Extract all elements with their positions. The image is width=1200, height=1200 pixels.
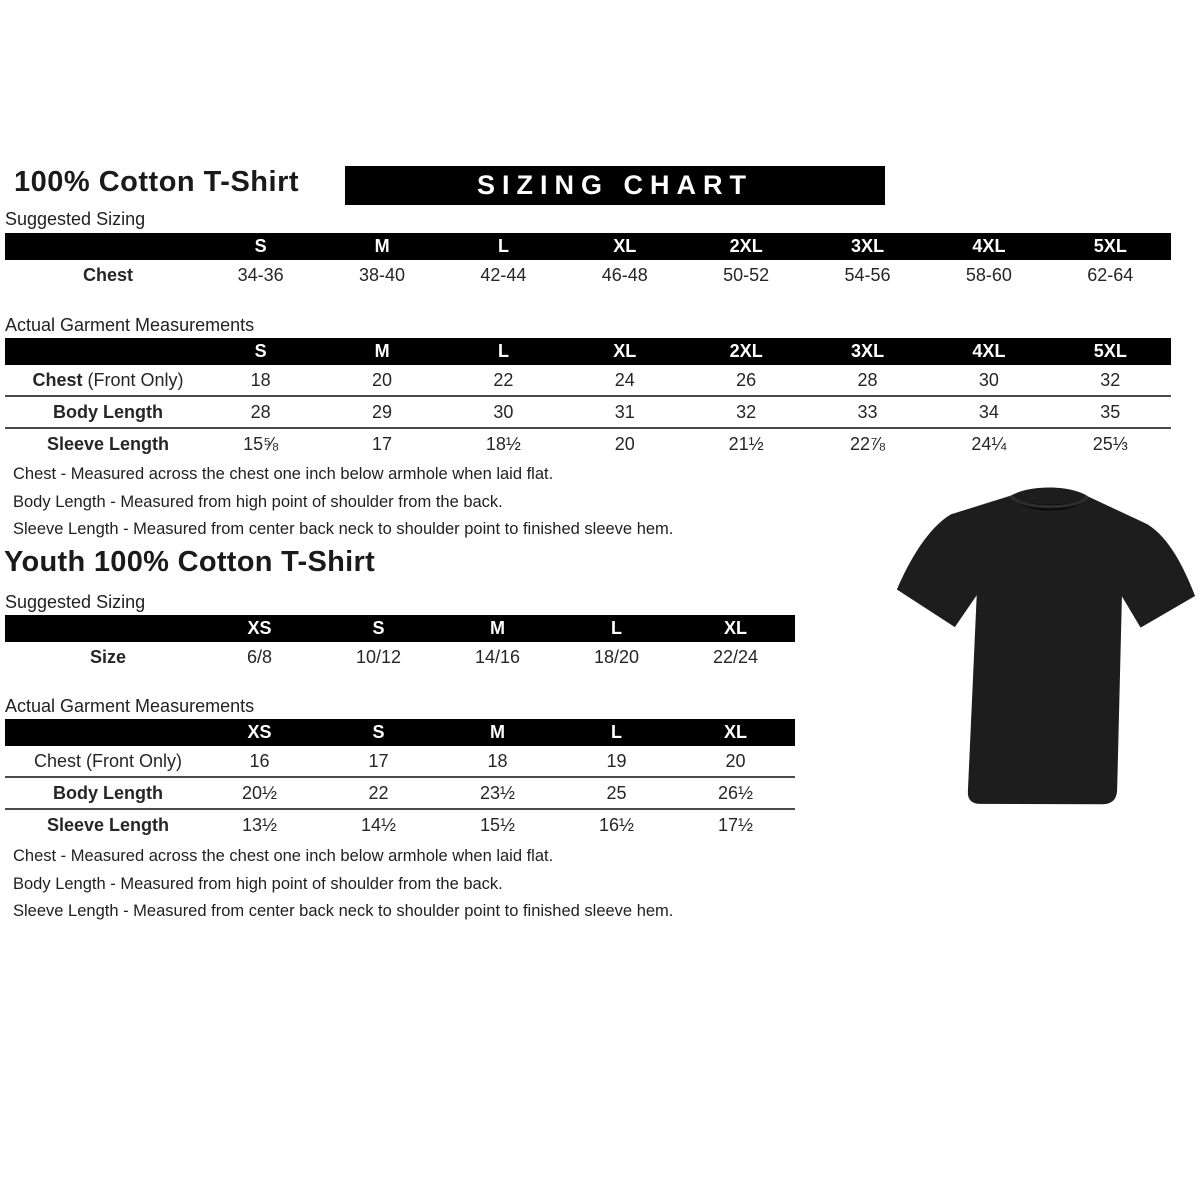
measurement-value-cell: 28 [857,369,878,390]
measurement-value-cell: 46-48 [601,264,648,285]
row-label: Body Length [53,401,163,422]
measurement-value-cell: 25 [606,782,627,803]
tshirt-body-shape [889,482,1198,811]
size-column-header: L [497,341,509,361]
measurement-value-cell: 18 [487,750,508,771]
black-tshirt-photo [886,460,1200,838]
measurement-value-cell: 22/24 [712,646,759,667]
row-label: Body Length [53,782,163,803]
measurement-value-cell: 15⅝ [243,433,279,454]
measurement-value-cell: 35 [1100,401,1121,422]
measurement-value-cell: 22⅞ [850,433,886,454]
measurement-row [5,776,795,808]
row-label: Chest (Front Only) [33,750,183,771]
measurement-value-cell: 19 [606,750,627,771]
size-column-header: 4XL [972,236,1006,256]
size-column-header: L [611,722,622,742]
size-column-header: L [497,236,509,256]
youth-actual-measurements-table [5,719,795,840]
size-column-header: 5XL [1093,236,1127,256]
measurement-value-cell: 17½ [717,814,754,835]
measurement-value-cell: 26½ [717,782,754,803]
row-label: Chest (Front Only) [32,369,184,390]
adult-measurement-notes [13,461,673,544]
measurement-value-cell: 32 [1100,369,1121,390]
measurement-value-cell: 13½ [241,814,278,835]
youth-measurement-notes [13,843,673,926]
size-column-header: 4XL [972,341,1006,361]
measurement-value-cell: 17 [368,750,389,771]
measurement-value-cell: 29 [372,401,393,422]
measurement-value-cell: 32 [736,401,757,422]
size-column-header: XL [613,236,637,256]
youth-suggested-sizing-label: Suggested Sizing [5,592,146,612]
tshirt-illustration [886,460,1200,838]
measurement-note: Chest - Measured across the chest one inch below armhole when laid flat. [13,847,554,866]
measurement-value-cell: 38-40 [359,264,406,285]
measurement-value-cell: 25⅓ [1092,433,1128,454]
measurement-value-cell: 26 [736,369,757,390]
adult-actual-measurements-label: Actual Garment Measurements [5,315,255,335]
measurement-value-cell: 16 [249,750,270,771]
size-column-header: L [611,618,622,638]
sizing-chart-banner [345,166,885,205]
measurement-row [5,260,1171,290]
youth-actual-measurements-label: Actual Garment Measurements [5,696,255,716]
row-label: Chest [82,264,133,285]
page-title: 100% Cotton T-Shirt [14,166,300,198]
header-corner-cell [5,338,200,365]
measurement-value-cell: 30 [978,369,999,390]
measurement-row [5,808,795,840]
measurement-value-cell: 24 [614,369,635,390]
size-column-header: S [372,722,385,742]
size-column-header: XS [247,618,272,638]
youth-section-title: Youth 100% Cotton T-Shirt [4,546,376,578]
measurement-note: Body Length - Measured from high point of shoulder from the back. [13,874,503,893]
measurement-value-cell: 24¼ [971,433,1007,454]
size-column-header: 2XL [729,236,763,256]
measurement-value-cell: 33 [857,401,878,422]
measurement-value-cell: 20 [725,750,746,771]
adult-actual-measurements-table [5,338,1171,459]
size-table-header-row [5,338,1171,365]
row-label: Sleeve Length [46,814,170,835]
size-table-header-row [5,615,795,642]
measurement-value-cell: 34-36 [237,264,284,285]
size-column-header: 3XL [851,236,885,256]
measurement-value-cell: 20½ [241,782,278,803]
measurement-value-cell: 22 [493,369,514,390]
size-column-header: S [372,618,385,638]
size-column-header: S [254,236,267,256]
measurement-row [5,365,1171,395]
youth-suggested-sizing-table [5,615,795,672]
size-column-header: 3XL [851,341,885,361]
size-column-header: S [254,341,267,361]
measurement-value-cell: 15½ [479,814,516,835]
measurement-value-cell: 21½ [728,433,764,454]
measurement-value-cell: 20 [614,433,635,454]
header-corner-cell [5,615,200,642]
adult-suggested-sizing-label: Suggested Sizing [5,209,146,229]
size-column-header: 2XL [729,341,763,361]
size-column-header: XL [723,618,747,638]
adult-suggested-sizing-table [5,233,1171,290]
measurement-value-cell: 14/16 [474,646,521,667]
header-corner-cell [5,719,200,746]
measurement-value-cell: 31 [614,401,635,422]
measurement-value-cell: 22 [368,782,389,803]
measurement-row [5,427,1171,459]
measurement-value-cell: 42-44 [480,264,527,285]
measurement-row [5,746,795,776]
measurement-note: Chest - Measured across the chest one inch below armhole when laid flat. [13,465,554,484]
size-column-header: XS [247,722,272,742]
size-column-header: M [490,722,505,742]
measurement-value-cell: 28 [250,401,271,422]
size-column-header: XL [723,722,747,742]
measurement-row [5,395,1171,427]
measurement-value-cell: 16½ [598,814,635,835]
measurement-value-cell: 23½ [479,782,516,803]
header-corner-cell [5,233,200,260]
sizing-chart-banner-text: SIZING CHART [477,170,753,200]
measurement-value-cell: 6/8 [246,646,273,667]
measurement-value-cell: 10/12 [355,646,402,667]
measurement-row [5,642,795,672]
measurement-value-cell: 20 [372,369,393,390]
measurement-value-cell: 17 [372,433,393,454]
measurement-value-cell: 18½ [485,433,521,454]
measurement-value-cell: 14½ [360,814,397,835]
measurement-value-cell: 18/20 [593,646,640,667]
measurement-value-cell: 18 [250,369,271,390]
measurement-note: Body Length - Measured from high point of shoulder from the back. [13,492,503,511]
size-table-header-row [5,719,795,746]
size-column-header: M [374,341,390,361]
row-label: Size [89,646,127,667]
measurement-value-cell: 30 [493,401,514,422]
row-label: Sleeve Length [46,433,170,454]
measurement-value-cell: 50-52 [723,264,770,285]
measurement-value-cell: 34 [978,401,999,422]
size-table-header-row [5,233,1171,260]
size-column-header: XL [613,341,637,361]
measurement-note: Sleeve Length - Measured from center back neck to shoulder point to finished sleeve hem. [13,520,674,539]
measurement-value-cell: 54-56 [844,264,891,285]
size-column-header: M [374,236,390,256]
measurement-value-cell: 58-60 [965,264,1012,285]
size-column-header: M [490,618,505,638]
size-column-header: 5XL [1093,341,1127,361]
measurement-value-cell: 62-64 [1087,264,1134,285]
measurement-note: Sleeve Length - Measured from center back neck to shoulder point to finished sleeve hem. [13,902,674,921]
